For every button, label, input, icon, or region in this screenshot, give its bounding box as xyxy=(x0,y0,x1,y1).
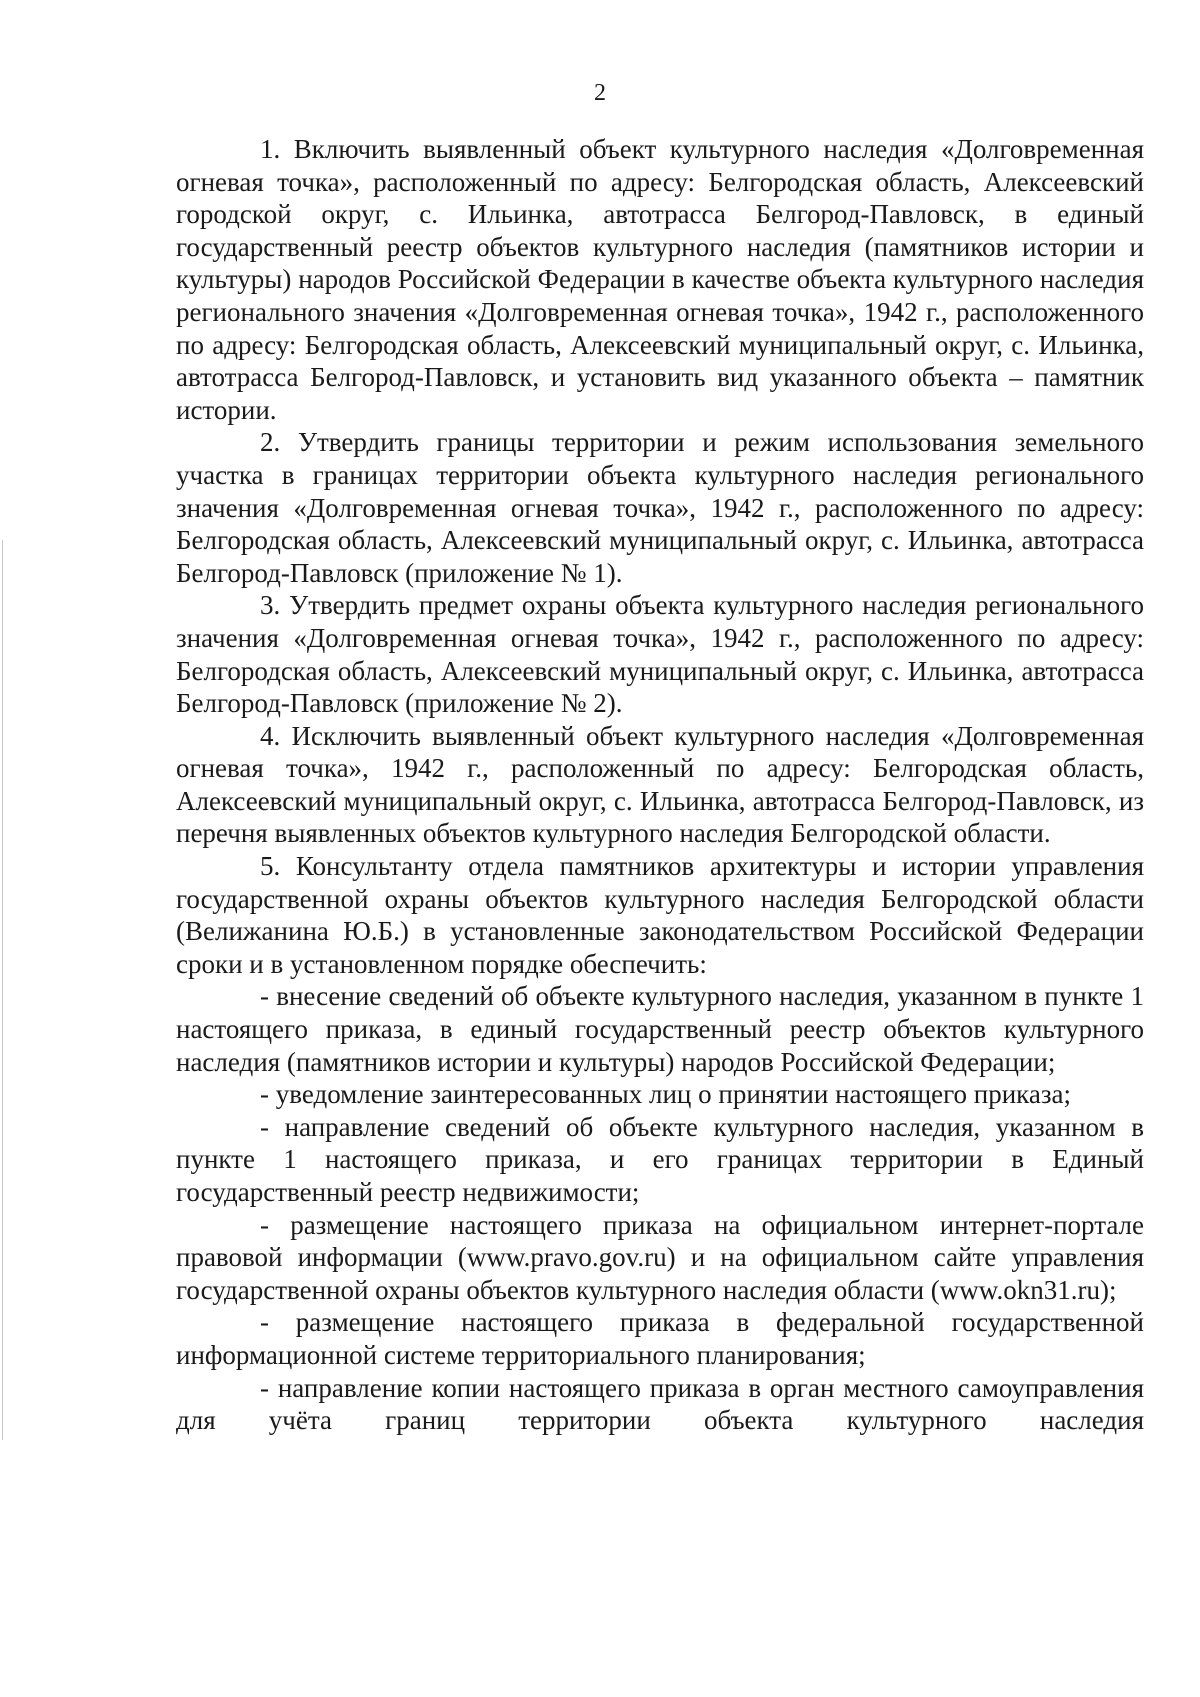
paragraph-item-4: 4. Исключить выявленный объект культурного наследия «Долговременная огневая точка», 1942 г., расположенный по адресу: Белгородская область, Алексеевский муниципальный округ, с. Ильинка, автотрасса Белгород-Павловск, из перечня выявленных объектов культурного наследия Белгородской области. xyxy=(176,720,1144,849)
paragraph-item-5: 5. Консультанту отдела памятников архитектуры и истории управления государственной охраны объектов культурного наследия Белгородской области (Велижанина Ю.Б.) в установленные законодательством Российской Федерации сроки и в установленном порядке обеспечить: xyxy=(176,851,1144,979)
document-body xyxy=(176,133,1144,1437)
list-item-real-estate-registry: - направление сведений об объекте культурного наследия, указанном в пункте 1 настоящего приказа, и его границах территории в Единый государственный реестр недвижимости; xyxy=(176,1111,1144,1207)
list-item-registry-entry: - внесение сведений об объекте культурного наследия, указанном в пункте 1 настоящего приказа, в единый государственный реестр объектов культурного наследия (памятников истории и культуры) народов Российской Федерации; xyxy=(176,981,1144,1077)
paragraph-item-1: 1. Включить выявленный объект культурного наследия «Долговременная огневая точка», расположенный по адресу: Белгородская область, Алексеевский городской округ, с. Ильинка, автотрасса Белгород-Павловск, в единый государственный реестр объектов культурного наследия (памятников истории и культуры) народов Российской Федерации в качестве объекта культурного наследия регионального значения «Долговременная огневая точка», 1942 г., расположенного по адресу: Белгородская область, Алексеевский муниципальный округ, с. Ильинка, автотрасса Белгород-Павловск, и установить вид указанного объекта – памятник истории. xyxy=(176,134,1144,425)
list-item-publication: - размещение настоящего приказа на официальном интернет-портале правовой информации (www.pravo.gov.ru) и на официальном сайте управления государственной охраны объектов культурного наследия области (www.okn31.ru); xyxy=(176,1209,1144,1305)
paragraph-item-3: 3. Утвердить предмет охраны объекта культурного наследия регионального значения «Долговременная огневая точка», 1942 г., расположенного по адресу: Белгородская область, Алексеевский муниципальный округ, с. Ильинка, автотрасса Белгород-Павловск (приложение № 2). xyxy=(176,590,1144,719)
page-number: 2 xyxy=(594,80,606,106)
list-item-local-government-copy: - направление копии настоящего приказа в орган местного самоуправления для учёта границ территории объекта культурного наследия xyxy=(176,1372,1144,1436)
list-item-notification: - уведомление заинтересованных лиц о принятии настоящего приказа; xyxy=(260,1079,1072,1110)
paragraph-item-2: 2. Утвердить границы территории и режим использования земельного участка в границах территории объекта культурного наследия регионального значения «Долговременная огневая точка», 1942 г., расположенного по адресу: Белгородская область, Алексеевский муниципальный округ, с. Ильинка, автотрасса Белгород-Павловск (приложение № 1). xyxy=(176,427,1144,588)
list-item-planning-system: - размещение настоящего приказа в федеральной государственной информационной системе территориального планирования; xyxy=(176,1307,1144,1370)
scan-margin-mark xyxy=(2,540,3,1440)
